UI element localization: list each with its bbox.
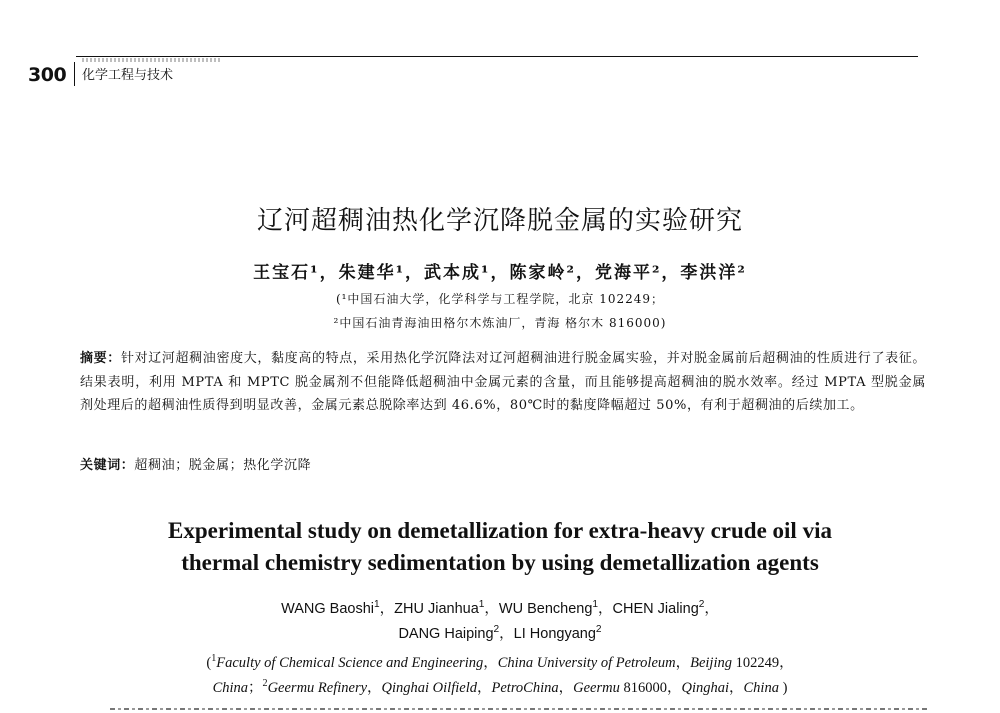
author-name: WU Bencheng — [498, 601, 593, 617]
english-authors — [60, 597, 940, 647]
journal-name: 化学工程与技术 — [82, 68, 174, 83]
company: PetroChina — [491, 680, 559, 696]
zip-2: 816000 — [623, 680, 667, 696]
page-number: 300 — [28, 64, 67, 86]
english-affiliation-line-2: China；$^2$Geermu Refinery，Qinghai Oilfield，PetroChina，Geermu 816000，Qinghai，China ) — [212, 678, 788, 696]
header-rule-texture — [82, 58, 222, 62]
chinese-affiliation-1: (¹中国石油大学，化学科学与工程学院，北京 102249； — [335, 292, 665, 306]
city-1: Beijing — [690, 655, 732, 671]
author-name: WANG Baoshi — [281, 601, 374, 617]
author-name: ZHU Jianhua — [394, 601, 479, 617]
country-2: China — [743, 680, 779, 696]
author-sup: 1 — [478, 599, 485, 611]
header-divider — [74, 62, 75, 86]
abstract-text: 针对辽河超稠油密度大，黏度高的特点，采用热化学沉降法对辽河超稠油进行脱金属实验，并对脱金属前后超稠油的性质进行了表征。结果表明，利用 MPTA 和 MPTC 脱金属剂不但能降低超稠油中金属元素的含量，而且能够提高超稠油的脱水效率。经过 MPTA 型脱金属剂处理后的超稠油性质得到明显改善，金属元素总脱除率达到 46.6%，80℃时的黏度降幅超过 50%，有利于超稠油的后续加工。 — [80, 351, 926, 413]
english-title-line-1: Experimental study on demetallization for extra-heavy crude oil via — [168, 518, 832, 543]
abstract-label: 摘要： — [80, 351, 121, 366]
chinese-title: 辽河超稠油热化学沉降脱金属的实验研究 — [256, 206, 743, 236]
city-2: Geermu — [573, 680, 620, 696]
english-affiliation-line-1: ($^1$Faculty of Chemical Science and Engineering，China University of Petroleum，Beijing 102249， — [206, 653, 794, 671]
zip-1: 102249 — [735, 655, 780, 671]
english-title-line-2: thermal chemistry sedimentation by using demetallization agents — [181, 550, 819, 575]
english-title — [60, 515, 940, 579]
author-sup: 1 — [592, 599, 599, 611]
author-name: CHEN Jialing — [612, 601, 699, 617]
keywords-text: 超稠油；脱金属；热化学沉降 — [134, 458, 312, 473]
chinese-authors: 王宝石¹，朱建华¹，武本成¹，陈家岭²，党海平²，李洪洋² — [253, 263, 747, 283]
chinese-abstract — [80, 347, 926, 418]
chinese-keywords — [80, 454, 311, 473]
page-header — [28, 56, 918, 86]
author-sup: 2 — [493, 624, 500, 636]
university: China University of Petroleum — [497, 655, 676, 671]
english-authors-line-2: DANG Haiping$^2$，LI Hongyang$^2$ — [398, 624, 602, 642]
author-name: LI Hongyang — [513, 626, 596, 642]
province: Qinghai — [681, 680, 730, 696]
english-affiliation — [90, 651, 910, 701]
oilfield: Qinghai Oilfield — [381, 680, 477, 696]
keywords-label: 关键词： — [80, 458, 135, 473]
refinery: Geermu Refinery — [267, 680, 368, 696]
author-name: DANG Haiping — [398, 626, 494, 642]
cut-off-text-line — [110, 704, 930, 713]
country-1: China — [212, 680, 249, 696]
author-sup: 1 — [374, 599, 380, 611]
english-authors-line-1: WANG Baoshi$^1$，ZHU Jianhua$^1$，WU Bencheng$^1$，CHEN Jialing$^2$， — [281, 599, 719, 617]
chinese-affiliation-2: ²中国石油青海油田格尔木炼油厂，青海 格尔木 816000) — [333, 316, 667, 330]
header-rule — [76, 56, 918, 57]
author-sup: 2 — [595, 624, 602, 636]
faculty: Faculty of Chemical Science and Engineering — [216, 655, 484, 671]
author-sup: 2 — [698, 599, 705, 611]
